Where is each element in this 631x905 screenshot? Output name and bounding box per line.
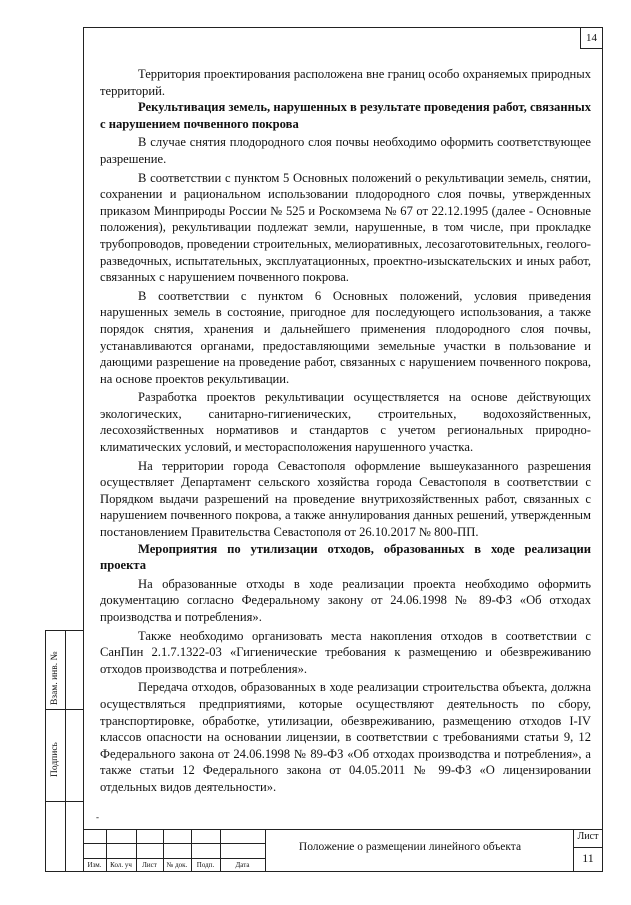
paragraph: В соответствии с пунктом 5 Основных положений о рекультивации земель, снятии, сохранении и рациональном использовании плодородного слоя почвы, утвержденных приказом Минприроды России № 525 и Роскомзема № 67 от 22.12.1995 (далее - Основные положения), рекультивации подлежат земли, нарушенные, в том числе, при прокладке трубопроводов, проведении строительных, мелиоративных, лесозаготовительных, геолого-разведочных, испытательных, эксплуатационных, проектно-изыскательских и иных работ, связанных с нарушением почвенного покрова.	[100, 170, 591, 285]
paragraph: На образованные отходы в ходе реализации проекта необходимо оформить документацию согласно Федеральному закону от 24.06.1998 № 89-ФЗ «Об отходах производства и потребления».	[100, 576, 591, 624]
paragraph: Передача отходов, образованных в ходе реализации строительства объекта, должна осуществляться предприятиями, которые осуществляют деятельность по сбору, транспортировке, обработке, утилизации, обезвреживанию, размещению отходов I-IV классов опасности на основании лицензии, в соответствии с требованиями статьи 9, 12 Федерального закона от 24.06.1998 № 89-ФЗ «Об отходах производства и потребления», а также статьи 12 Федерального закона от 04.05.2011 № 99-ФЗ «О лицензировании отдельных видов деятельности».	[100, 680, 591, 794]
col-doc-no: № док.	[166, 861, 188, 869]
paragraph: Также необходимо организовать места накопления отходов в соответствии с СанПин 2.1.7.1322-03 «Гигиенические требования к размещению и обезвреживанию отходов производства и потребления».	[100, 628, 591, 676]
col-date: Дата	[235, 861, 250, 869]
col-kol-uch: Кол. уч	[110, 861, 132, 869]
paragraph: Разработка проектов рекультивации осуществляется на основе действующих экологических, санитарно-гигиенических, строительных, водохозяйственных, лесохозяйственных нормативов и стандартов с учетом региональных природно-климатических условий, и месторасположения нарушенного участка.	[100, 390, 591, 455]
small-mark: -	[96, 812, 99, 822]
paragraph: В соответствии с пунктом 6 Основных положений, условия приведения нарушенных земель в состояние, пригодное для последующего использования, а также порядок снятия, хранения и дальнейшего применения плодородного слоя почвы, устанавливаются органами, предоставляющими земельные участки в пользование и дающими разрешение на проведение работ, связанных с нарушением почвенного покрова, на основе проектов рекультивации.	[100, 288, 591, 386]
stamp-label-replace-inv: Взам. инв. №	[50, 651, 60, 705]
document-title: Положение о размещении линейного объекта	[298, 841, 522, 853]
sheet-number: 11	[582, 851, 594, 865]
col-izm: Изм.	[87, 861, 102, 869]
title-block	[83, 829, 603, 872]
page-number-top: 14	[580, 27, 603, 49]
paragraph: Территория проектирования расположена вне границ особо охраняемых природных территорий.	[100, 67, 591, 98]
section-heading: Рекультивация земель, нарушенных в результате проведения работ, связанных с нарушением почвенного покрова	[100, 100, 591, 131]
side-stamp	[45, 630, 83, 872]
section-heading: Мероприятия по утилизации отходов, образованных в ходе реализации проекта	[100, 541, 591, 573]
col-signature: Подп.	[196, 861, 215, 869]
stamp-label-signature: Подпись	[50, 742, 60, 777]
document-body	[100, 66, 591, 796]
col-list: Лист	[142, 861, 157, 869]
sheet-label: Лист	[577, 831, 599, 842]
paragraph: В случае снятия плодородного слоя почвы необходимо оформить соответствующее разрешение.	[100, 135, 591, 166]
paragraph: На территории города Севастополя оформление вышеуказанного разрешения осуществляет Департамент сельского хозяйства города Севастополя в соответствии с Порядком выдачи разрешений на проведение внутрихозяйственных работ, связанных с нарушением почвенного покрова, а также аннулирования данных решений, утвержденным постановлением Правительства Севастополя от 26.10.2017 № 800-ПП.	[100, 458, 591, 540]
